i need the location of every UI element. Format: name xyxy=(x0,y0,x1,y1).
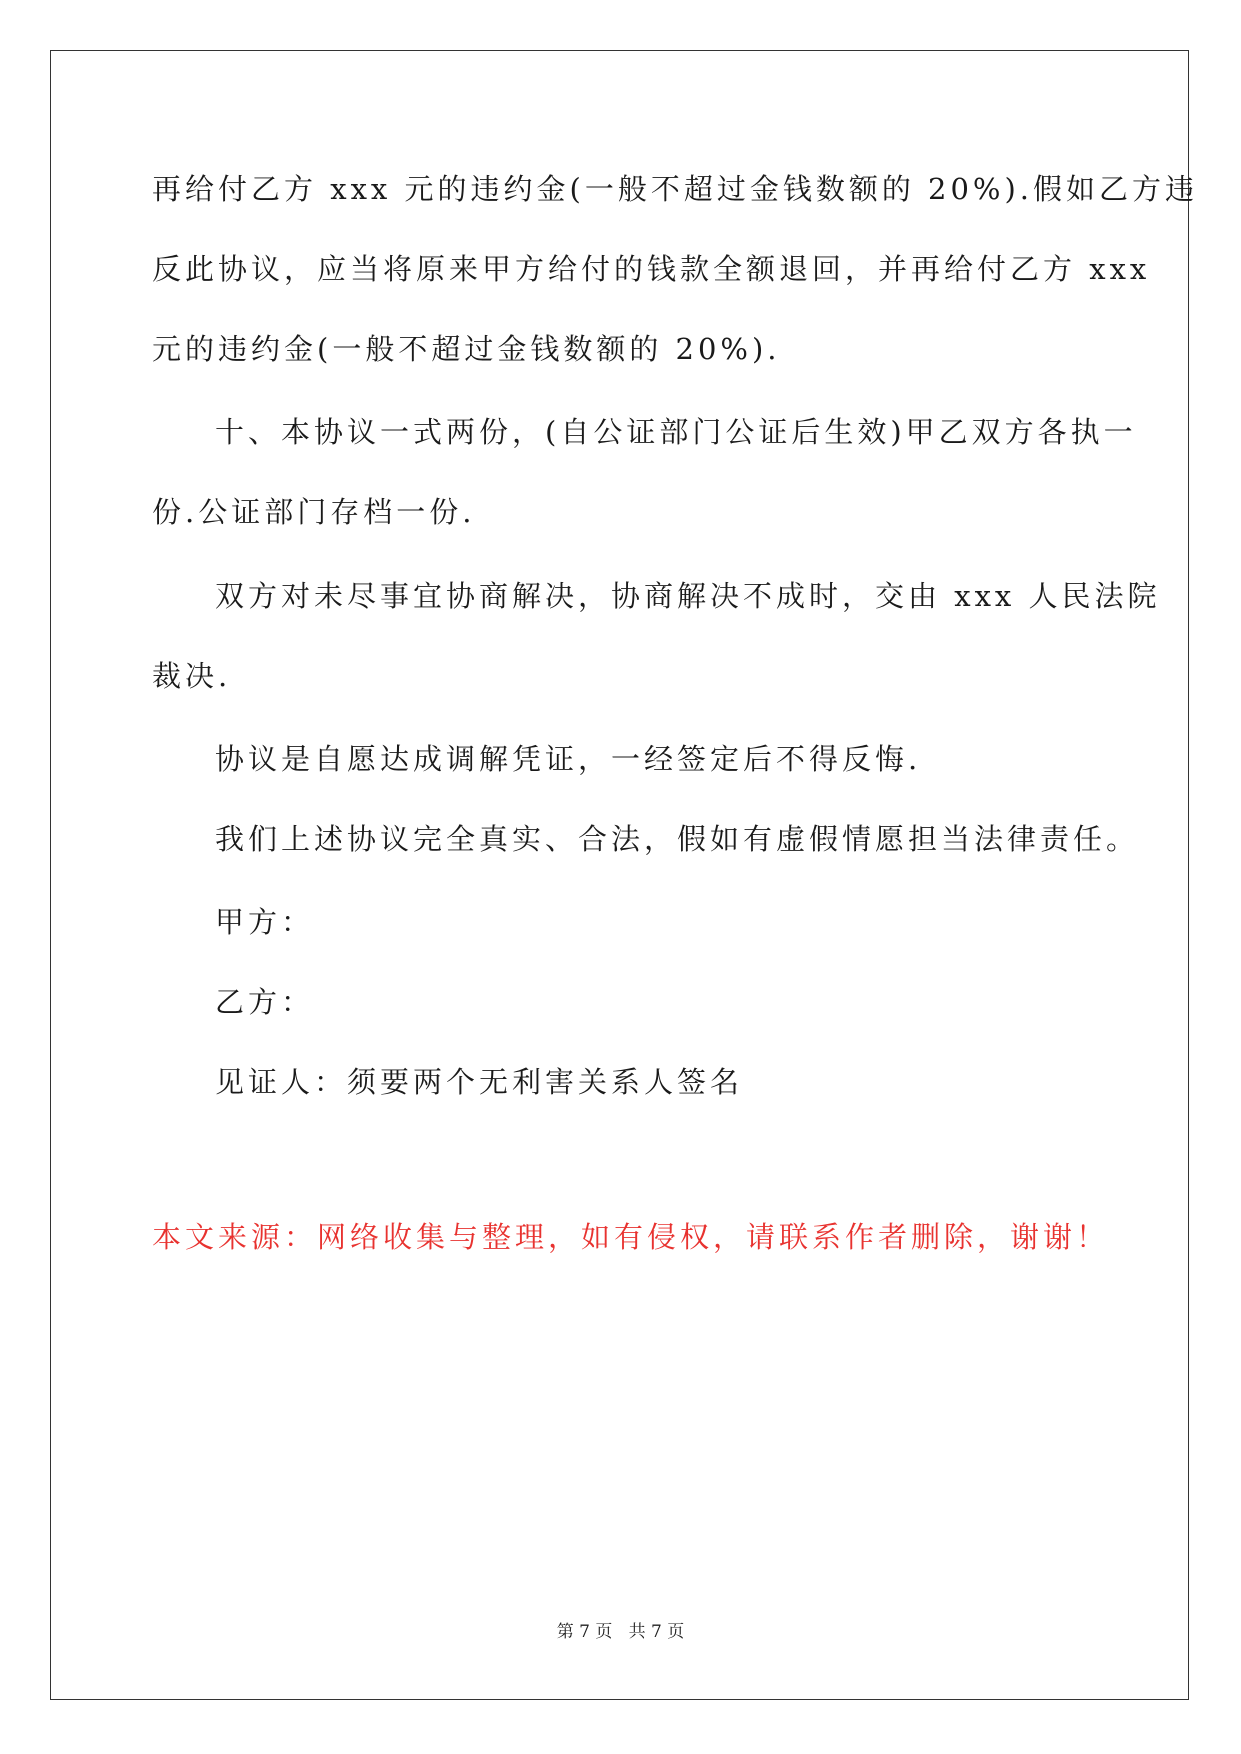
witness-signature-label: 见证人：须要两个无利害关系人签名 xyxy=(215,1065,744,1099)
page-frame xyxy=(50,50,1189,1700)
source-notice: 本文来源：网络收集与整理，如有侵权，请联系作者删除，谢谢！ xyxy=(152,1220,1110,1254)
dispute-line-2: 裁决. xyxy=(152,659,232,693)
clause-ten-line-2: 份.公证部门存档一份. xyxy=(152,495,476,529)
page-number-footer: 第 7 页 共 7 页 xyxy=(556,1622,685,1642)
voluntary-statement: 协议是自愿达成调解凭证，一经签定后不得反悔. xyxy=(215,742,922,776)
body-line-3: 元的违约金(一般不超过金钱数额的 20%). xyxy=(152,332,781,366)
party-b-signature-label: 乙方： xyxy=(215,985,315,1019)
truthfulness-statement: 我们上述协议完全真实、合法，假如有虚假情愿担当法律责任。 xyxy=(215,822,1140,856)
dispute-line-1: 双方对未尽事宜协商解决，协商解决不成时，交由 xxx 人民法院 xyxy=(215,579,1161,613)
body-line-2: 反此协议，应当将原来甲方给付的钱款全额退回，并再给付乙方 xxx xyxy=(152,252,1151,286)
clause-ten-line-1: 十、本协议一式两份，(自公证部门公证后生效)甲乙双方各执一 xyxy=(215,415,1137,449)
body-line-1: 再给付乙方 xxx 元的违约金(一般不超过金钱数额的 20%).假如乙方违 xyxy=(152,172,1199,206)
party-a-signature-label: 甲方： xyxy=(215,905,315,939)
